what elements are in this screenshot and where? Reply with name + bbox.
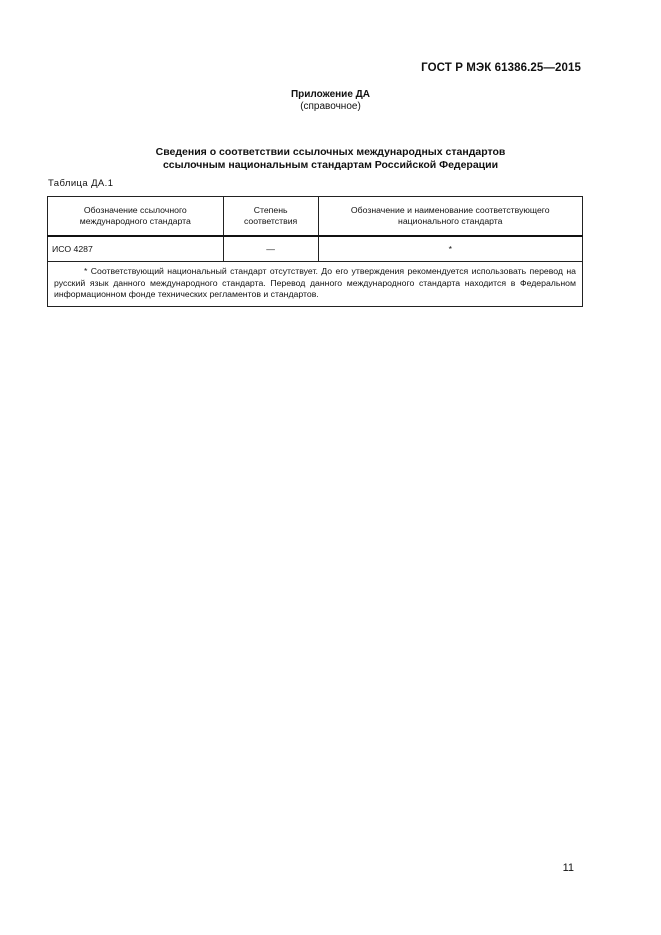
header-line: Обозначение ссылочного	[83, 205, 187, 215]
column-header-degree-of-conformity	[223, 197, 318, 237]
header-line: национального стандарта	[398, 216, 503, 226]
header-line: Степень	[253, 205, 288, 215]
cell-designation: ИСО 4287	[48, 236, 224, 262]
cell-degree: —	[223, 236, 318, 262]
section-title	[0, 146, 661, 171]
header-line: Обозначение и наименование соответствующего	[350, 205, 550, 215]
table-footnote-row	[48, 262, 583, 307]
cell-national-standard: *	[318, 236, 582, 262]
document-code: ГОСТ Р МЭК 61386.25—2015	[421, 62, 581, 74]
section-title-line-1: Сведения о соответствии ссылочных международных стандартов	[155, 146, 506, 158]
annex-title: Приложение ДА	[290, 89, 371, 100]
header-line: соответствия	[243, 216, 298, 226]
footnote-text: * Соответствующий национальный стандарт отсутствует. До его утверждения рекомендуется использовать перевод на русский язык данного международного стандарта. Перевод данного международного стандарта находится в Федеральном информационном фонде технических регламентов и стандартов.	[54, 266, 576, 299]
reference-standards-table	[47, 196, 583, 307]
table-row	[48, 236, 583, 262]
column-header-national-standard	[318, 197, 582, 237]
page-number: 11	[562, 862, 574, 874]
header-line: международного стандарта	[79, 216, 191, 226]
table-caption: Таблица ДА.1	[48, 178, 114, 189]
table-footnote	[48, 262, 583, 307]
annex-subtitle: (справочное)	[300, 101, 361, 112]
section-title-line-2: ссылочным национальным стандартам Российской Федерации	[162, 158, 499, 171]
table-header-row	[48, 197, 583, 237]
column-header-international-designation	[48, 197, 224, 237]
